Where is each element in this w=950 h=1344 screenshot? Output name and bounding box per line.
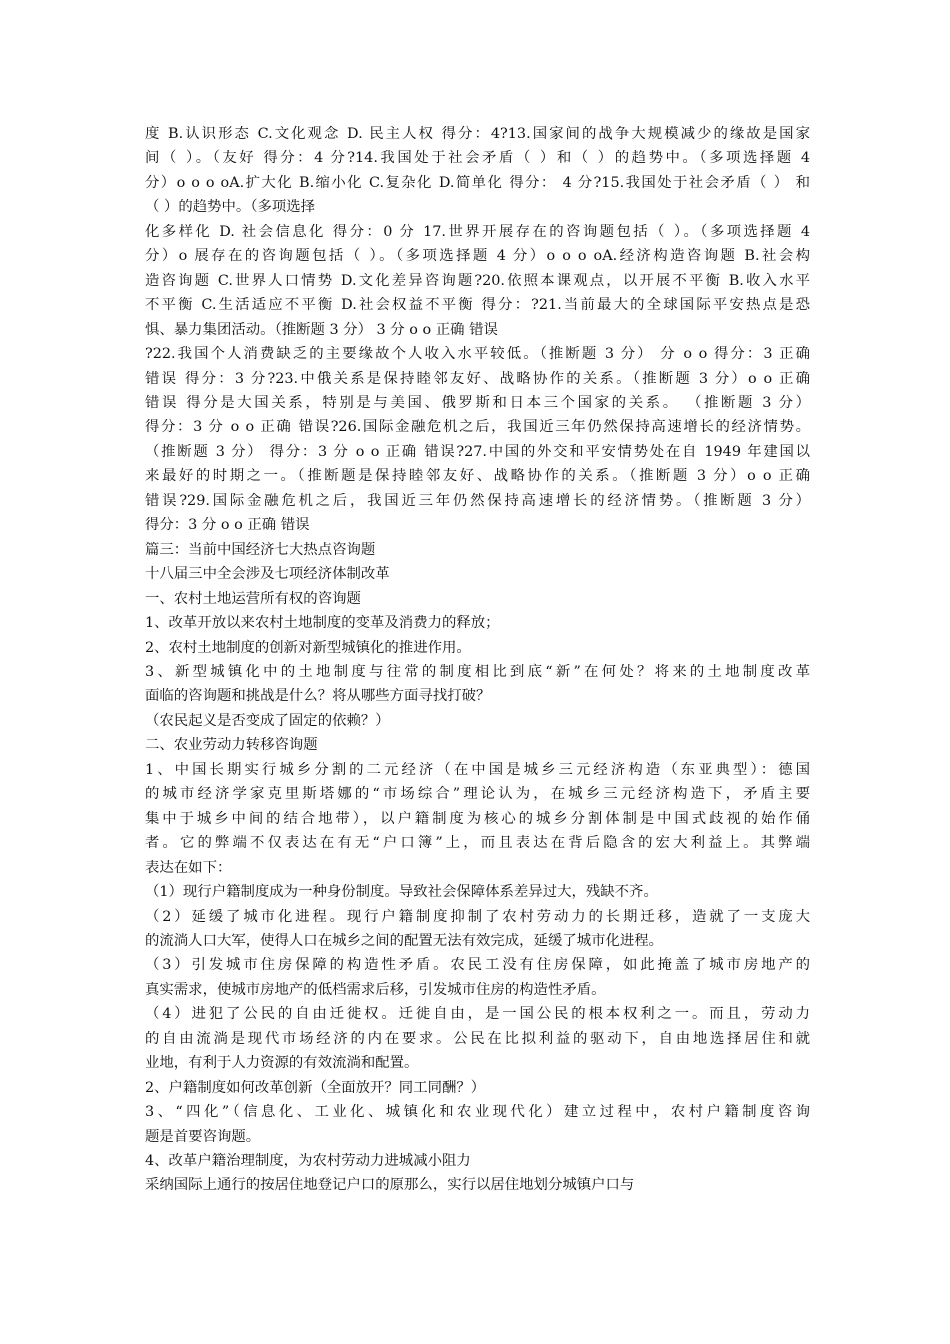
sub-item [145, 905, 810, 954]
text-line: 惧、暴力集团活动。（推断题 3 分） 3 分 o o 正确 错误 [145, 321, 498, 338]
text-line: 间（ ）。（友好 得分：4 分?14.我国处于社会矛盾（ ）和（ ）的趋势中。（多项选择题 4 [145, 150, 810, 167]
list-item: 4、改革户籍治理制度，为农村劳动力进城减小阻力 [145, 1153, 471, 1170]
text-line: 表达在如下： [145, 859, 232, 876]
text-line: 题是首要咨询题。 [145, 1128, 261, 1145]
text-line: 的流淌人口大军，使得人口在城乡之间的配置无法有效完成，延缓了城市化进程。 [145, 932, 664, 949]
list-item: 采纳国际上通行的按居住地登记户口的原那么，实行以居住地划分城镇户口与 [145, 1177, 635, 1194]
list-item [145, 1100, 810, 1149]
section-title: 篇三：当前中国经济七大热点咨询题 [145, 541, 376, 558]
quiz-block-1 [145, 122, 810, 220]
section-subtitle: 十八届三中全会涉及七项经济体制改革 [145, 566, 390, 583]
quiz-block-3 [145, 342, 810, 538]
text-line: 造咨询题 C.世界人口情势 D.文化差异咨询题?20.依照本课观点，以开展不平衡 B.收入水平 [145, 272, 810, 289]
text-line: 真实需求，使城市房地产的低档需求后移，引发城市住房的构造性矛盾。 [145, 981, 606, 998]
text-line: 度 B.认识形态 C.文化观念 D. 民主人权 得分：4?13.国家间的战争大规模减少的缘故是国家 [145, 126, 810, 142]
text-line: 错误 得分：3 分?23.中俄关系是保持睦邻友好、战略协作的关系。（推断题 3 分）o o 正确 [145, 370, 810, 387]
heading-labor-transfer: 二、农业劳动力转移咨询题 [145, 737, 318, 754]
list-item: 2、户籍制度如何改革创新（全面放开？同工同酬？） [145, 1079, 486, 1096]
text-line: 来最好的时期之一。（推断题是保持睦邻友好、战略协作的关系。（推断题 3 分）o o 正确 [145, 468, 810, 485]
text-line: （2）延缓了城市化进程。现行户籍制度抑制了农村劳动力的长期迁移，造就了一支庞大 [145, 908, 810, 925]
text-line: （ ）的趋势中。（多项选择 [145, 199, 316, 216]
list-item: 1、改革开放以来农村土地制度的变革及消费力的释放； [145, 615, 500, 632]
text-line: 面临的咨询题和挑战是什么？将从哪些方面寻找打破？ [145, 688, 491, 705]
text-line: 不平衡 C.生活适应不平衡 D.社会权益不平衡 得分：?21.当前最大的全球国际平安热点是恐 [145, 297, 810, 314]
text-line: 化多样化 D. 社会信息化 得分：0 分 17.世界开展存在的咨询题包括（ ）。（多项选择题 4 [145, 223, 810, 240]
text-line: ?22.我国个人消费缺乏的主要缘故个人收入水平较低。（推断题 3 分） 分 o o 得分：3 正确 [145, 346, 810, 363]
text-line: 1、中国长期实行城乡分割的二元经济（在中国是城乡三元经济构造（东亚典型）：德国 [145, 761, 810, 778]
text-line: 分）o 展存在的咨询题包括（ ）。（多项选择题 4 分）o o o oA.经济构造咨询题 B.社会构 [145, 248, 810, 265]
sub-item: （1）现行户籍制度成为一种身份制度。导致社会保障体系差异过大，残缺不齐。 [145, 884, 658, 901]
text-line: 错误 得分是大国关系，特别是与美国、俄罗斯和日本三个国家的关系。 （推断题 3 分） [145, 394, 810, 411]
list-item: 2、农村土地制度的创新对新型城镇化的推进作用。 [145, 639, 471, 656]
text-line: 的自由流淌是现代市场经济的内在要求。公民在比拟利益的驱动下，自由地选择居住和就 [145, 1030, 810, 1047]
text-line: （4）进犯了公民的自由迁徙权。迁徙自由，是一国公民的根本权利之一。而且，劳动力 [145, 1006, 810, 1023]
text-line: 分）o o o oA.扩大化 B.缩小化 C.复杂化 D.简单化 得分： 4 分?15.我国处于社会矛盾（ ） 和 [145, 174, 810, 191]
list-item [145, 660, 810, 709]
sub-item [145, 1002, 810, 1075]
text-line: （3）引发城市住房保障的构造性矛盾。农民工没有住房保障，如此掩盖了城市房地产的 [145, 957, 810, 974]
note-text: （农民起义是否变成了固定的依赖？） [145, 712, 390, 729]
text-line: （推断题 3 分） 得分：3 分 o o 正确 错误?27.中国的外交和平安情势处在自 1949 年建国以 [145, 443, 810, 460]
document-body [145, 122, 810, 1198]
text-line: 者。它的弊端不仅表达在有无“户口簿”上，而且表达在背后隐含的宏大利益上。其弊端 [145, 835, 810, 852]
text-line: 3、新型城镇化中的土地制度与往常的制度相比到底“新”在何处？将来的土地制度改革 [145, 663, 810, 680]
sub-item [145, 953, 810, 1002]
quiz-block-2 [145, 220, 810, 342]
text-line: 业地，有利于人力资源的有效流淌和配置。 [145, 1055, 419, 1072]
text-line: 3、“四化”（信息化、工业化、城镇化和农业现代化）建立过程中，农村户籍制度咨询 [145, 1104, 810, 1121]
text-line: 得分：3 分 o o 正确 错误?26.国际金融危机之后，我国近三年仍然保持高速增长的经济情势。 [145, 419, 810, 436]
text-line: 的城市经济学家克里斯塔娜的“市场综合”理论认为，在城乡三元经济构造下，矛盾主要 [145, 786, 810, 803]
text-line: 错误?29.国际金融危机之后，我国近三年仍然保持高速增长的经济情势。（推断题 3 分） [145, 492, 810, 509]
list-item [145, 758, 810, 880]
text-line: 得分：3 分 o o 正确 错误 [145, 517, 310, 534]
heading-land-ownership: 一、农村土地运营所有权的咨询题 [145, 590, 361, 607]
text-line: 集中于城乡中间的结合地带），以户籍制度为核心的城乡分割体制是中国式歧视的始作俑 [145, 810, 810, 827]
